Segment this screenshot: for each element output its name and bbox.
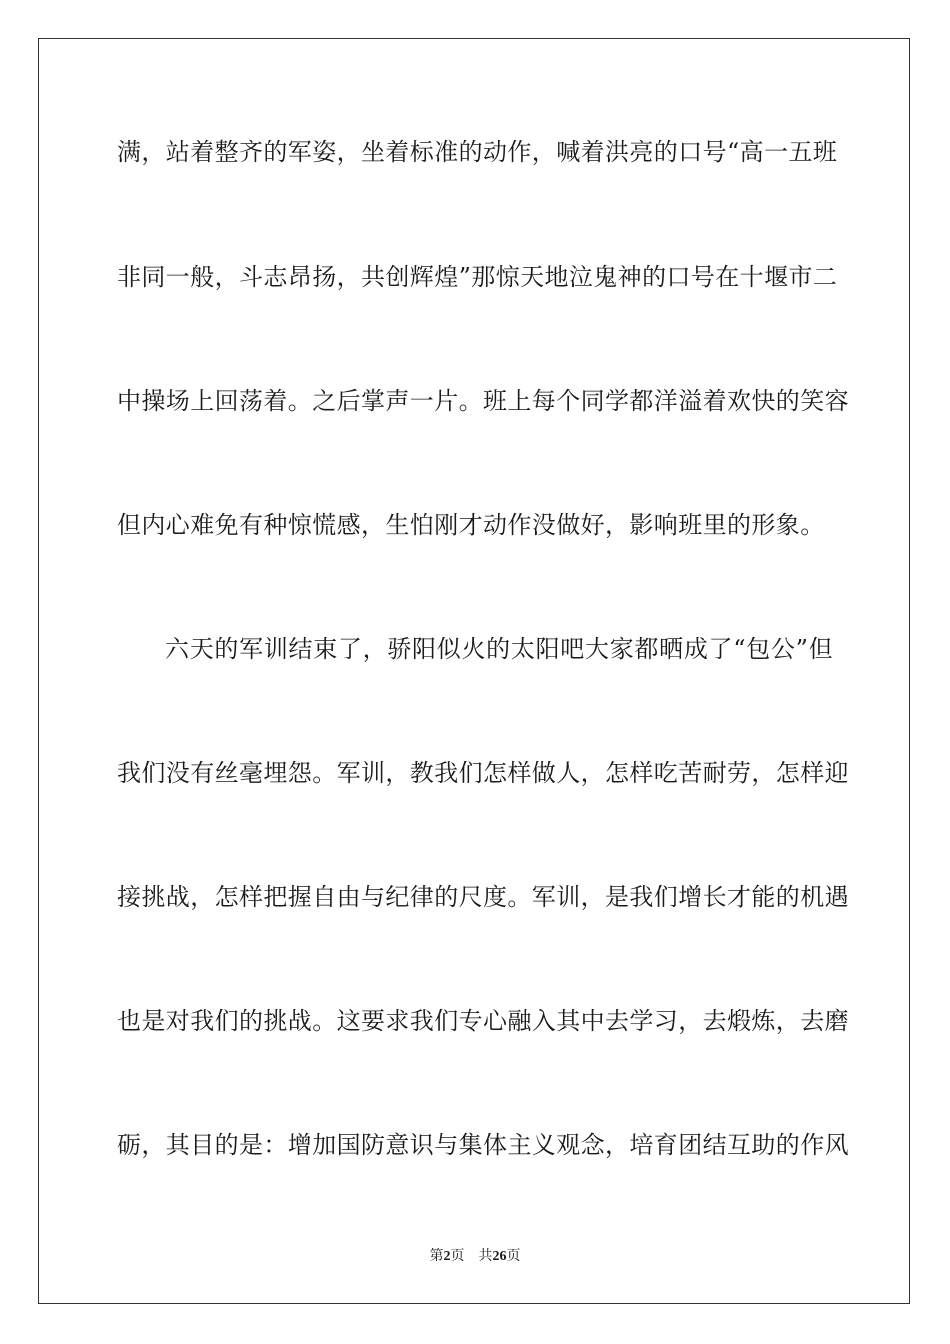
paragraph-first-line: 六天的军训结束了，骄阳似火的太阳吧大家都晒成了“包公”但 <box>165 635 833 663</box>
total-prefix: 共 <box>478 1249 493 1264</box>
page-footer <box>0 1248 950 1266</box>
text-line: 砺，其目的是：增加国防意识与集体主义观念，培育团结互助的作风 <box>117 1131 849 1159</box>
page-number: 2 <box>443 1249 451 1264</box>
page-border <box>38 38 910 1304</box>
total-pages: 26 <box>492 1249 507 1264</box>
text-line: 也是对我们的挑战。这要求我们专心融入其中去学习，去煅炼，去磨 <box>117 1007 849 1035</box>
total-suffix: 页 <box>506 1249 521 1264</box>
text-line: 接挑战，怎样把握自由与纪律的尺度。军训，是我们增长才能的机遇 <box>117 883 849 911</box>
page-prefix: 第 <box>429 1249 444 1264</box>
text-line: 我们没有丝毫埋怨。军训，教我们怎样做人，怎样吃苦耐劳，怎样迎 <box>117 759 849 787</box>
text-line: 非同一般，斗志昂扬，共创辉煌”那惊天地泣鬼神的口号在十堰市二 <box>117 263 838 291</box>
page-suffix: 页 <box>450 1249 465 1264</box>
text-line: 满，站着整齐的军姿，坐着标准的动作，喊着洪亮的口号“高一五班 <box>117 138 838 166</box>
text-line: 中操场上回荡着。之后掌声一片。班上每个同学都洋溢着欢快的笑容 <box>117 387 849 415</box>
text-line: 但内心难免有种惊慌感，生怕刚才动作没做好，影响班里的形象。 <box>117 511 825 539</box>
